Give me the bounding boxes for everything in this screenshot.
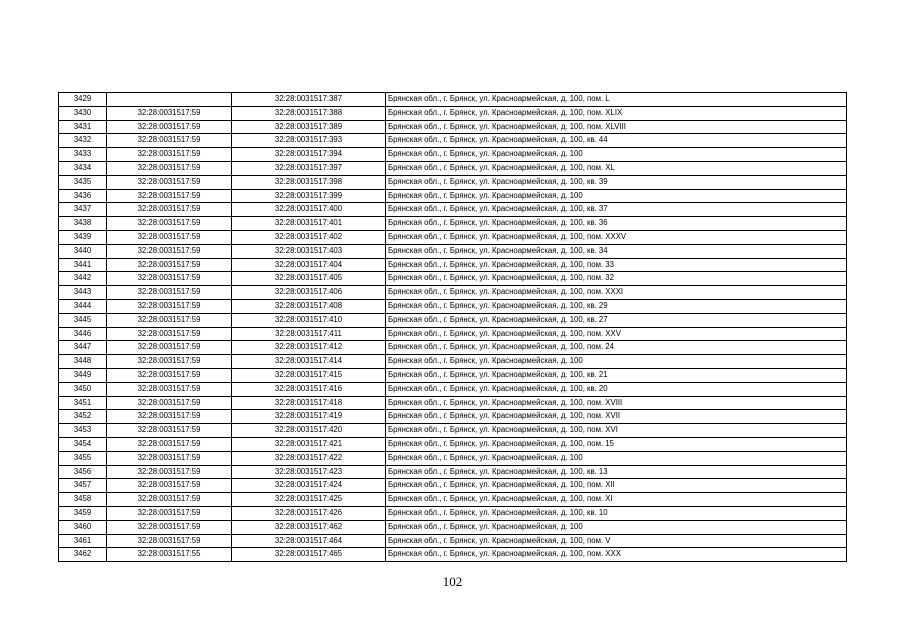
address-cell: Брянская обл., г. Брянск, ул. Красноармейская, д. 100, кв. 29 [386,299,847,313]
cadastral-number-cell: 32:28:0031517:462 [232,520,386,534]
registry-table-body [59,93,847,562]
address-cell: Брянская обл., г. Брянск, ул. Красноармейская, д. 100, пом. XVIII [386,396,847,410]
registry-table [58,92,847,562]
address-cell: Брянская обл., г. Брянск, ул. Красноармейская, д. 100, кв. 37 [386,203,847,217]
table-row [59,299,847,313]
row-number-cell: 3445 [59,313,107,327]
table-row [59,272,847,286]
parent-cadastral-cell: 32:28:0031517:59 [107,327,232,341]
table-row [59,189,847,203]
parent-cadastral-cell: 32:28:0031517:59 [107,203,232,217]
row-number-cell: 3443 [59,286,107,300]
table-row [59,479,847,493]
table-row [59,341,847,355]
table-row [59,327,847,341]
address-cell: Брянская обл., г. Брянск, ул. Красноармейская, д. 100 [386,148,847,162]
address-cell: Брянская обл., г. Брянск, ул. Красноармейская, д. 100, пом. XLIX [386,106,847,120]
address-cell: Брянская обл., г. Брянск, ул. Красноармейская, д. 100, кв. 13 [386,465,847,479]
cadastral-number-cell: 32:28:0031517:403 [232,244,386,258]
table-row [59,120,847,134]
cadastral-number-cell: 32:28:0031517:388 [232,106,386,120]
table-row [59,203,847,217]
parent-cadastral-cell: 32:28:0031517:59 [107,396,232,410]
table-row [59,451,847,465]
cadastral-number-cell: 32:28:0031517:464 [232,534,386,548]
table-row [59,134,847,148]
row-number-cell: 3457 [59,479,107,493]
table-row [59,106,847,120]
row-number-cell: 3460 [59,520,107,534]
parent-cadastral-cell: 32:28:0031517:59 [107,506,232,520]
address-cell: Брянская обл., г. Брянск, ул. Красноармейская, д. 100, пом. 24 [386,341,847,355]
address-cell: Брянская обл., г. Брянск, ул. Красноармейская, д. 100, пом. XLVIII [386,120,847,134]
address-cell: Брянская обл., г. Брянск, ул. Красноармейская, д. 100, кв. 27 [386,313,847,327]
row-number-cell: 3444 [59,299,107,313]
cadastral-number-cell: 32:28:0031517:400 [232,203,386,217]
address-cell: Брянская обл., г. Брянск, ул. Красноармейская, д. 100 [386,189,847,203]
parent-cadastral-cell: 32:28:0031517:59 [107,355,232,369]
page-number: 102 [442,574,463,589]
address-cell: Брянская обл., г. Брянск, ул. Красноармейская, д. 100, пом. XL [386,161,847,175]
address-cell: Брянская обл., г. Брянск, ул. Красноармейская, д. 100 [386,451,847,465]
row-number-cell: 3436 [59,189,107,203]
cadastral-number-cell: 32:28:0031517:418 [232,396,386,410]
row-number-cell: 3448 [59,355,107,369]
cadastral-number-cell: 32:28:0031517:389 [232,120,386,134]
parent-cadastral-cell: 32:28:0031517:59 [107,451,232,465]
cadastral-number-cell: 32:28:0031517:421 [232,437,386,451]
row-number-cell: 3452 [59,410,107,424]
cadastral-number-cell: 32:28:0031517:402 [232,230,386,244]
address-cell: Брянская обл., г. Брянск, ул. Красноармейская, д. 100, пом. XXXI [386,286,847,300]
row-number-cell: 3435 [59,175,107,189]
cadastral-number-cell: 32:28:0031517:397 [232,161,386,175]
parent-cadastral-cell [107,93,232,107]
cadastral-number-cell: 32:28:0031517:393 [232,134,386,148]
address-cell: Брянская обл., г. Брянск, ул. Красноармейская, д. 100, кв. 39 [386,175,847,189]
parent-cadastral-cell: 32:28:0031517:59 [107,493,232,507]
address-cell: Брянская обл., г. Брянск, ул. Красноармейская, д. 100, кв. 36 [386,217,847,231]
row-number-cell: 3431 [59,120,107,134]
parent-cadastral-cell: 32:28:0031517:59 [107,230,232,244]
row-number-cell: 3447 [59,341,107,355]
row-number-cell: 3456 [59,465,107,479]
table-row [59,93,847,107]
parent-cadastral-cell: 32:28:0031517:59 [107,244,232,258]
row-number-cell: 3434 [59,161,107,175]
cadastral-number-cell: 32:28:0031517:411 [232,327,386,341]
parent-cadastral-cell: 32:28:0031517:59 [107,217,232,231]
table-row [59,396,847,410]
table-row [59,493,847,507]
cadastral-number-cell: 32:28:0031517:415 [232,368,386,382]
table-row [59,286,847,300]
parent-cadastral-cell: 32:28:0031517:59 [107,175,232,189]
parent-cadastral-cell: 32:28:0031517:59 [107,410,232,424]
cadastral-number-cell: 32:28:0031517:398 [232,175,386,189]
table-row [59,437,847,451]
table-row [59,313,847,327]
parent-cadastral-cell: 32:28:0031517:59 [107,313,232,327]
address-cell: Брянская обл., г. Брянск, ул. Красноармейская, д. 100, кв. 44 [386,134,847,148]
cadastral-number-cell: 32:28:0031517:399 [232,189,386,203]
address-cell: Брянская обл., г. Брянск, ул. Красноармейская, д. 100, пом. XI [386,493,847,507]
row-number-cell: 3441 [59,258,107,272]
row-number-cell: 3437 [59,203,107,217]
row-number-cell: 3455 [59,451,107,465]
table-row [59,161,847,175]
table-row [59,424,847,438]
row-number-cell: 3450 [59,382,107,396]
table-row [59,230,847,244]
cadastral-number-cell: 32:28:0031517:465 [232,548,386,562]
cadastral-number-cell: 32:28:0031517:419 [232,410,386,424]
row-number-cell: 3459 [59,506,107,520]
address-cell: Брянская обл., г. Брянск, ул. Красноармейская, д. 100, пом. 32 [386,272,847,286]
row-number-cell: 3458 [59,493,107,507]
row-number-cell: 3433 [59,148,107,162]
address-cell: Брянская обл., г. Брянск, ул. Красноармейская, д. 100, пом. XXV [386,327,847,341]
parent-cadastral-cell: 32:28:0031517:59 [107,437,232,451]
row-number-cell: 3440 [59,244,107,258]
cadastral-number-cell: 32:28:0031517:401 [232,217,386,231]
cadastral-number-cell: 32:28:0031517:412 [232,341,386,355]
parent-cadastral-cell: 32:28:0031517:59 [107,424,232,438]
row-number-cell: 3451 [59,396,107,410]
table-row [59,534,847,548]
address-cell: Брянская обл., г. Брянск, ул. Красноармейская, д. 100, пом. XVI [386,424,847,438]
table-row [59,368,847,382]
parent-cadastral-cell: 32:28:0031517:59 [107,258,232,272]
cadastral-number-cell: 32:28:0031517:410 [232,313,386,327]
parent-cadastral-cell: 32:28:0031517:59 [107,520,232,534]
table-row [59,355,847,369]
row-number-cell: 3453 [59,424,107,438]
address-cell: Брянская обл., г. Брянск, ул. Красноармейская, д. 100, пом. V [386,534,847,548]
parent-cadastral-cell: 32:28:0031517:59 [107,272,232,286]
cadastral-number-cell: 32:28:0031517:425 [232,493,386,507]
table-row [59,258,847,272]
table-row [59,175,847,189]
address-cell: Брянская обл., г. Брянск, ул. Красноармейская, д. 100, пом. 15 [386,437,847,451]
parent-cadastral-cell: 32:28:0031517:59 [107,534,232,548]
address-cell: Брянская обл., г. Брянск, ул. Красноармейская, д. 100, пом. XVII [386,410,847,424]
address-cell: Брянская обл., г. Брянск, ул. Красноармейская, д. 100, кв. 20 [386,382,847,396]
cadastral-number-cell: 32:28:0031517:394 [232,148,386,162]
cadastral-number-cell: 32:28:0031517:420 [232,424,386,438]
parent-cadastral-cell: 32:28:0031517:59 [107,299,232,313]
parent-cadastral-cell: 32:28:0031517:59 [107,382,232,396]
row-number-cell: 3454 [59,437,107,451]
table-row [59,410,847,424]
address-cell: Брянская обл., г. Брянск, ул. Красноармейская, д. 100, пом. 33 [386,258,847,272]
row-number-cell: 3449 [59,368,107,382]
address-cell: Брянская обл., г. Брянск, ул. Красноармейская, д. 100, кв. 21 [386,368,847,382]
address-cell: Брянская обл., г. Брянск, ул. Красноармейская, д. 100 [386,520,847,534]
table-row [59,217,847,231]
table-row [59,548,847,562]
row-number-cell: 3461 [59,534,107,548]
parent-cadastral-cell: 32:28:0031517:59 [107,189,232,203]
address-cell: Брянская обл., г. Брянск, ул. Красноармейская, д. 100, пом. XII [386,479,847,493]
cadastral-number-cell: 32:28:0031517:423 [232,465,386,479]
parent-cadastral-cell: 32:28:0031517:59 [107,479,232,493]
address-cell: Брянская обл., г. Брянск, ул. Красноармейская, д. 100, пом. L [386,93,847,107]
parent-cadastral-cell: 32:28:0031517:59 [107,368,232,382]
parent-cadastral-cell: 32:28:0031517:59 [107,106,232,120]
row-number-cell: 3442 [59,272,107,286]
parent-cadastral-cell: 32:28:0031517:59 [107,120,232,134]
address-cell: Брянская обл., г. Брянск, ул. Красноармейская, д. 100, кв. 10 [386,506,847,520]
parent-cadastral-cell: 32:28:0031517:59 [107,341,232,355]
table-row [59,244,847,258]
row-number-cell: 3429 [59,93,107,107]
cadastral-number-cell: 32:28:0031517:408 [232,299,386,313]
parent-cadastral-cell: 32:28:0031517:59 [107,161,232,175]
row-number-cell: 3438 [59,217,107,231]
cadastral-number-cell: 32:28:0031517:406 [232,286,386,300]
table-row [59,520,847,534]
cadastral-number-cell: 32:28:0031517:424 [232,479,386,493]
parent-cadastral-cell: 32:28:0031517:59 [107,286,232,300]
parent-cadastral-cell: 32:28:0031517:55 [107,548,232,562]
cadastral-number-cell: 32:28:0031517:426 [232,506,386,520]
parent-cadastral-cell: 32:28:0031517:59 [107,465,232,479]
table-row [59,382,847,396]
cadastral-number-cell: 32:28:0031517:387 [232,93,386,107]
address-cell: Брянская обл., г. Брянск, ул. Красноармейская, д. 100, пом. XXXV [386,230,847,244]
parent-cadastral-cell: 32:28:0031517:59 [107,134,232,148]
address-cell: Брянская обл., г. Брянск, ул. Красноармейская, д. 100, кв. 34 [386,244,847,258]
table-row [59,506,847,520]
cadastral-number-cell: 32:28:0031517:414 [232,355,386,369]
row-number-cell: 3432 [59,134,107,148]
row-number-cell: 3462 [59,548,107,562]
parent-cadastral-cell: 32:28:0031517:59 [107,148,232,162]
row-number-cell: 3439 [59,230,107,244]
cadastral-number-cell: 32:28:0031517:422 [232,451,386,465]
address-cell: Брянская обл., г. Брянск, ул. Красноармейская, д. 100, пом. XXX [386,548,847,562]
row-number-cell: 3446 [59,327,107,341]
table-row [59,465,847,479]
cadastral-number-cell: 32:28:0031517:416 [232,382,386,396]
address-cell: Брянская обл., г. Брянск, ул. Красноармейская, д. 100 [386,355,847,369]
cadastral-number-cell: 32:28:0031517:405 [232,272,386,286]
cadastral-number-cell: 32:28:0031517:404 [232,258,386,272]
table-row [59,148,847,162]
row-number-cell: 3430 [59,106,107,120]
